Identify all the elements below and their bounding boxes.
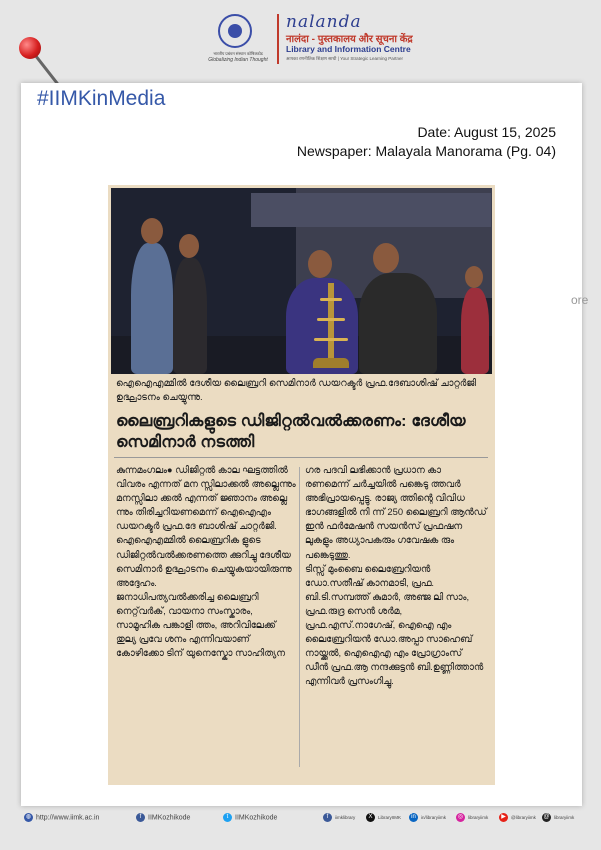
- ghost-text: ore: [571, 293, 589, 307]
- social-item[interactable]: [323, 813, 355, 822]
- nalanda-hindi-name: नालंदा - पुस्तकालय और सूचना केंद्र: [286, 34, 413, 45]
- globe-icon: ◍: [25, 814, 32, 820]
- lamp-tier: [320, 298, 342, 301]
- social-item[interactable]: [366, 813, 401, 822]
- twitter-icon: t: [223, 813, 232, 822]
- stage-banner: [251, 193, 491, 227]
- column-divider: [299, 467, 300, 767]
- x-icon: X: [366, 813, 375, 822]
- threads-icon: @: [543, 814, 550, 820]
- paragraph: കുന്നമംഗലം● ഡിജിറ്റൽ കാല ഘട്ടത്തിൽ വിവരം എന്നത് മന സ്സിലാക്കൽ അല്ലെന്നും മനസ്സിലാ ക്കൽ എന്നത് ജ്ഞാനം അല്ലെ ന്നും തിരിച്ചറിയണമെന്ന് ഐഐഎം ഡയറക്ടർ പ്രഫ.ദേ ബാശിഷ് ചാറ്റർജി.: [116, 464, 296, 532]
- social-label[interactable]: LibraryIIMK: [378, 815, 402, 820]
- instagram-icon: ◎: [457, 814, 464, 820]
- social-item[interactable]: [499, 813, 536, 822]
- nalanda-title: nalanda: [286, 12, 362, 32]
- article-headline: ലൈബ്രറികളുടെ ഡിജിറ്റൽവൽക്കരണം: ദേശീയ സെമിനാർ നടത്തി: [116, 413, 466, 451]
- person-right-head: [373, 243, 399, 273]
- footer-facebook[interactable]: [136, 813, 190, 822]
- person-center-head: [308, 250, 332, 278]
- footer-website[interactable]: [24, 813, 99, 822]
- person-second-head: [179, 234, 199, 258]
- person-far-right: [461, 288, 489, 374]
- social-label[interactable]: iimklibrary: [335, 815, 356, 820]
- emblem-core: [228, 24, 242, 38]
- iimk-emblem-icon: [218, 14, 252, 48]
- nalanda-english-name: Library and Information Centre: [286, 44, 411, 54]
- social-label[interactable]: @libraryiimk: [511, 815, 536, 820]
- event-photo: [111, 188, 492, 374]
- social-label[interactable]: libraryiimk: [468, 815, 489, 820]
- social-label[interactable]: in/libraryiimk: [421, 815, 447, 820]
- linkedin-icon: in: [409, 813, 418, 822]
- paragraph: ഐഐഎമ്മിൽ ലൈബ്രറിക ളുടെ ഡിജിറ്റൽവൽക്കരണത്തെ ക്കുറിച്ചു ദേശീയ സെമിനാർ ഉദ്ഘാടനം ചെയ്യുകയായിരുന്നു അദ്ദേഹം.: [116, 534, 292, 588]
- article-column-2: [305, 463, 487, 689]
- newspaper-label: Newspaper: Malayala Manorama (Pg. 04): [296, 143, 556, 159]
- lamp-base: [313, 358, 349, 368]
- facebook-icon: f: [136, 813, 145, 822]
- social-item[interactable]: [409, 813, 446, 822]
- youtube-icon: ▶: [499, 813, 508, 822]
- page-footer: [0, 808, 601, 832]
- date-label: Date: August 15, 2025: [417, 124, 556, 140]
- person-left: [131, 243, 173, 374]
- footer-twitter[interactable]: [223, 813, 277, 822]
- paragraph: ഗര പദവി ലഭിക്കാൻ പ്രധാന കാ രണമെന്ന് ചർച്ചയിൽ പങ്കെടു ത്തവർ അഭിപ്രായപ്പെട്ടു. രാജ്യ ത്തിന്റെ വിവിധ ഭാഗങ്ങളിൽ നി ന്ന് 250 ലൈബ്രറി ആൻഡ് ഇൻ ഫർമേഷൻ സയൻസ് പ്രഫഷന ലുകളും അധ്യാപകരും ഗവേഷക രും പങ്കെടുത്തു.: [305, 464, 487, 560]
- article-column-1: [116, 463, 296, 660]
- facebook-icon: f: [323, 813, 332, 822]
- iimk-tagline: Globalizing Indian Thought: [208, 57, 268, 63]
- paragraph: ടിസ്സ് മുംബൈ ലൈബ്രേറിയൻ ഡോ.സതീഷ് കാനമാടി, പ്രഫ. ബി.ടി.സമ്പത്ത് കുമാർ, അഞ്ജ ലി സാം, പ്രഫ.രുദ്ര സെൻ ശർമ, പ്രഫ.എസ്.നാഗേഷ്, ഐഐ എം ലൈബ്രേറിയൻ ഡോ.അപ്പാ സാഹെബ് നായ്ക്കൽ, ഐഐഎ എം പ്രോഗ്രാംസ് ഡീൻ പ്രഫ.ആ നന്ദക്കുട്ടൻ ബി.ഉണ്ണിത്താൻ എന്നിവർ പ്രസംഗിച്ചു.: [305, 562, 484, 687]
- website-link[interactable]: http://www.iimk.ac.in: [36, 814, 100, 822]
- person-second: [173, 258, 207, 374]
- person-far-right-head: [465, 266, 483, 288]
- facebook-link[interactable]: IIMKozhikode: [148, 814, 191, 822]
- headline-rule: [114, 457, 488, 458]
- lamp-tier: [317, 318, 345, 321]
- person-left-head: [141, 218, 163, 244]
- hashtag-title: #IIMKinMedia: [37, 87, 166, 110]
- nalanda-tagline: आपका रणनीतिक शिक्षण साथी | Your Strategic Learning Partner: [286, 56, 403, 61]
- social-item[interactable]: [542, 813, 574, 822]
- iimk-hindi-name: भारतीय प्रबंधन संस्थान कोषिक्कोड: [213, 51, 263, 56]
- header-divider: [277, 14, 279, 64]
- photo-caption: ഐഐഎമ്മിൽ ദേശീയ ലൈബ്രറി സെമിനാർ ഡയറക്ടർ പ്രഫ.ദേബാശിഷ് ചാറ്റർജി ഉദ്ഘാടനം ചെയ്യുന്നു.: [116, 378, 477, 403]
- social-label[interactable]: libraryiimk: [554, 815, 575, 820]
- page-header: [0, 0, 601, 80]
- lamp-tier: [314, 338, 348, 341]
- twitter-link[interactable]: IIMKozhikode: [235, 814, 278, 822]
- person-right: [359, 273, 437, 374]
- newspaper-clipping: [108, 185, 495, 785]
- paragraph: ജനാധിപത്യവൽക്കരിച്ച ലൈബ്രറി നെറ്റ്‌വർക്, വായനാ സംസ്കാരം, സാമൂഹിക പങ്കാളി ത്തം, അറിവിലേക്ക് തുല്യ പ്രവേ ശനം എന്നിവയാണ് കോഴിക്കോ ടിന് യുനെസ്കോ സാഹിത്യന: [116, 590, 285, 659]
- lamp-stem: [328, 283, 334, 368]
- social-item[interactable]: [456, 813, 488, 822]
